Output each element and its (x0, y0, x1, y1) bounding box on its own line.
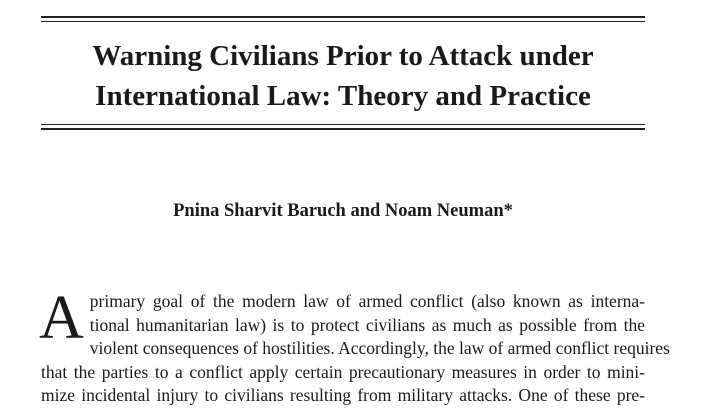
article-authors: Pnina Sharvit Baruch and Noam Neuman* (173, 201, 513, 221)
article-title (41, 36, 645, 116)
bottom-double-rule-lower (41, 128, 645, 130)
title-line: International Law: Theory and Practice (95, 80, 591, 112)
bottom-double-rule-upper (41, 124, 645, 125)
title-line: Warning Civilians Prior to Attack under (92, 40, 594, 72)
top-double-rule-upper (41, 16, 645, 18)
top-double-rule-lower (41, 21, 645, 22)
body-line: mize incidental injury to civilians resulting from military attacks. One of these pre- (41, 385, 645, 405)
article-body-paragraph (39, 284, 670, 408)
drop-cap: A (39, 284, 84, 352)
body-line: violent consequences of hostilities. Accordingly, the law of armed conflict requires (89, 338, 670, 358)
body-line: primary goal of the modern law of armed conflict (also known as interna- (89, 291, 645, 311)
body-line: that the parties to a conflict apply certain precautionary measures in order to mini- (41, 361, 645, 382)
body-line: tional humanitarian law) is to protect civilians as much as possible from the (89, 314, 645, 335)
